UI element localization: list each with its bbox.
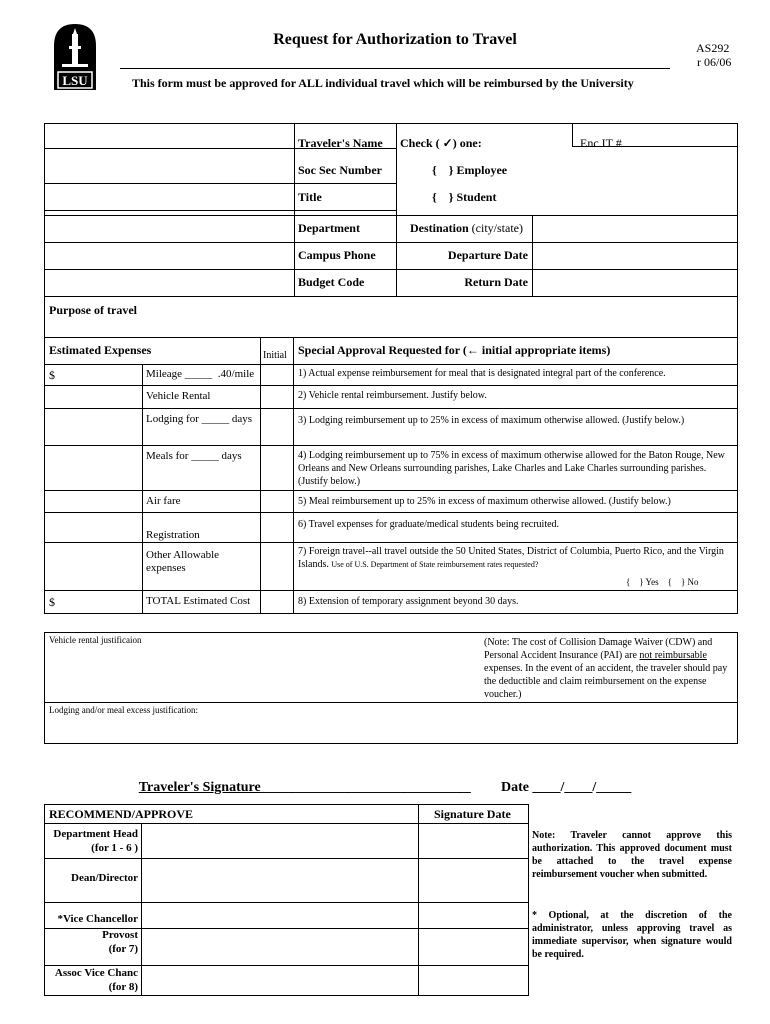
expense-vehicle-rental: Vehicle Rental bbox=[146, 390, 211, 402]
title-label: Title bbox=[298, 190, 322, 204]
expense-registration: Registration bbox=[146, 529, 200, 541]
approver-vice-chancellor: *Vice Chancellor bbox=[57, 913, 138, 925]
expense-lodging: Lodging for _____ days bbox=[146, 413, 253, 425]
page-title: Request for Authorization to Travel bbox=[273, 31, 517, 48]
special-item-8: 8) Extension of temporary assignment beyond 30 days. bbox=[298, 596, 519, 607]
vehicle-justification-label: Vehicle rental justificaion bbox=[49, 635, 142, 645]
lodging-justification-label: Lodging and/or meal excess justification: bbox=[49, 705, 198, 715]
ssn-label: Soc Sec Number bbox=[298, 163, 382, 177]
department-label: Department bbox=[298, 221, 360, 235]
travelers-name-label: Traveler's Name bbox=[298, 136, 383, 150]
yes-no-checkboxes[interactable]: { } Yes { } No bbox=[626, 577, 699, 587]
special-item-2: 2) Vehicle rental reimbursement. Justify below. bbox=[298, 390, 487, 401]
signature-date-line[interactable]: Date ____/____/_____ bbox=[501, 780, 632, 795]
recommend-approve-heading: RECOMMEND/APPROVE bbox=[49, 807, 193, 821]
special-approval-heading: Special Approval Requested for (← initial appropriate items) bbox=[298, 343, 611, 357]
signature-date-heading: Signature Date bbox=[434, 807, 511, 821]
subtitle: This form must be approved for ALL individual travel which will be reimbursed by the University bbox=[132, 76, 634, 90]
purpose-box bbox=[44, 296, 738, 338]
purpose-label: Purpose of travel bbox=[49, 303, 137, 317]
initial-heading: Initial bbox=[263, 350, 287, 361]
form-revision: r 06/06 bbox=[697, 55, 732, 69]
campus-phone-label: Campus Phone bbox=[298, 248, 376, 262]
enc-it-label: Enc IT # bbox=[580, 136, 622, 150]
employee-checkbox[interactable]: { } Employee bbox=[432, 163, 508, 177]
approval-note: Note: Traveler cannot approve this authorization. This approved document must be attached to the travel expense reimbursement voucher when submitted. bbox=[532, 830, 732, 880]
destination-label: Destination (city/state) bbox=[410, 221, 523, 235]
form-number: AS292 bbox=[696, 41, 730, 55]
special-item-7: 7) Foreign travel--all travel outside the 50 United States, District of Columbia, Puerto Rico, and the Virgin Islands. Use of U.S. Department of State reimbursement rates requested? bbox=[298, 546, 724, 570]
special-item-4: 4) Lodging reimbursement up to 75% in excess of maximum otherwise allowed for the Baton Rouge, New Orleans and New Orleans surrounding parishes, Lake Charles and Lake Charles surrounding parishes. (Justify below.) bbox=[298, 450, 725, 487]
approver-dean-director: Dean/Director bbox=[71, 872, 138, 884]
lsu-logo bbox=[52, 22, 98, 92]
expense-meals: Meals for _____ days bbox=[146, 450, 242, 462]
approver-assoc-vice-chanc: Assoc Vice Chanc (for 8) bbox=[54, 967, 138, 993]
cdw-pai-note: (Note: The cost of Collision Damage Waiver (CDW) and Personal Accident Insurance (PAI) are not reimbursable expenses. In the event of an accident, the traveler should pay the deductible and claim reimbursement on the expense voucher.) bbox=[484, 637, 728, 700]
traveler-signature-line[interactable]: Traveler's Signature______________________________ bbox=[138, 780, 471, 795]
total-estimated-cost: TOTAL Estimated Cost bbox=[146, 595, 251, 607]
title-rule bbox=[120, 68, 670, 69]
budget-code-label: Budget Code bbox=[298, 275, 365, 289]
return-date-label: Return Date bbox=[464, 275, 528, 289]
optional-note: * Optional, at the discretion of the administrator, unless approving travel as immediate supervisor, when signature would be required. bbox=[532, 910, 732, 960]
special-item-1: 1) Actual expense reimbursement for meal that is designated integral part of the conference. bbox=[298, 368, 666, 379]
expense-other: Other Allowable expenses bbox=[146, 549, 220, 574]
logo-text: LSU bbox=[62, 73, 88, 88]
expense-mileage: Mileage _____ .40/mile bbox=[146, 368, 255, 380]
student-checkbox[interactable]: { } Student bbox=[432, 190, 497, 204]
special-item-5: 5) Meal reimbursement up to 25% in excess of maximum otherwise allowed. (Justify below.) bbox=[298, 496, 671, 507]
approver-provost: Provost (for 7) bbox=[102, 929, 138, 955]
special-item-6: 6) Travel expenses for graduate/medical students being recruited. bbox=[298, 519, 560, 530]
departure-date-label: Departure Date bbox=[447, 248, 528, 262]
estimated-expenses-heading: Estimated Expenses bbox=[49, 343, 152, 357]
total-dollar-sign: $ bbox=[49, 595, 55, 609]
special-item-3: 3) Lodging reimbursement up to 25% in excess of maximum otherwise allowed. (Justify below.) bbox=[298, 415, 685, 426]
dollar-sign: $ bbox=[49, 368, 55, 382]
approver-department-head: Department Head (for 1 - 6 ) bbox=[53, 828, 138, 854]
check-one-label: Check ( ✓) one: bbox=[400, 136, 482, 150]
expense-air-fare: Air fare bbox=[146, 495, 181, 507]
